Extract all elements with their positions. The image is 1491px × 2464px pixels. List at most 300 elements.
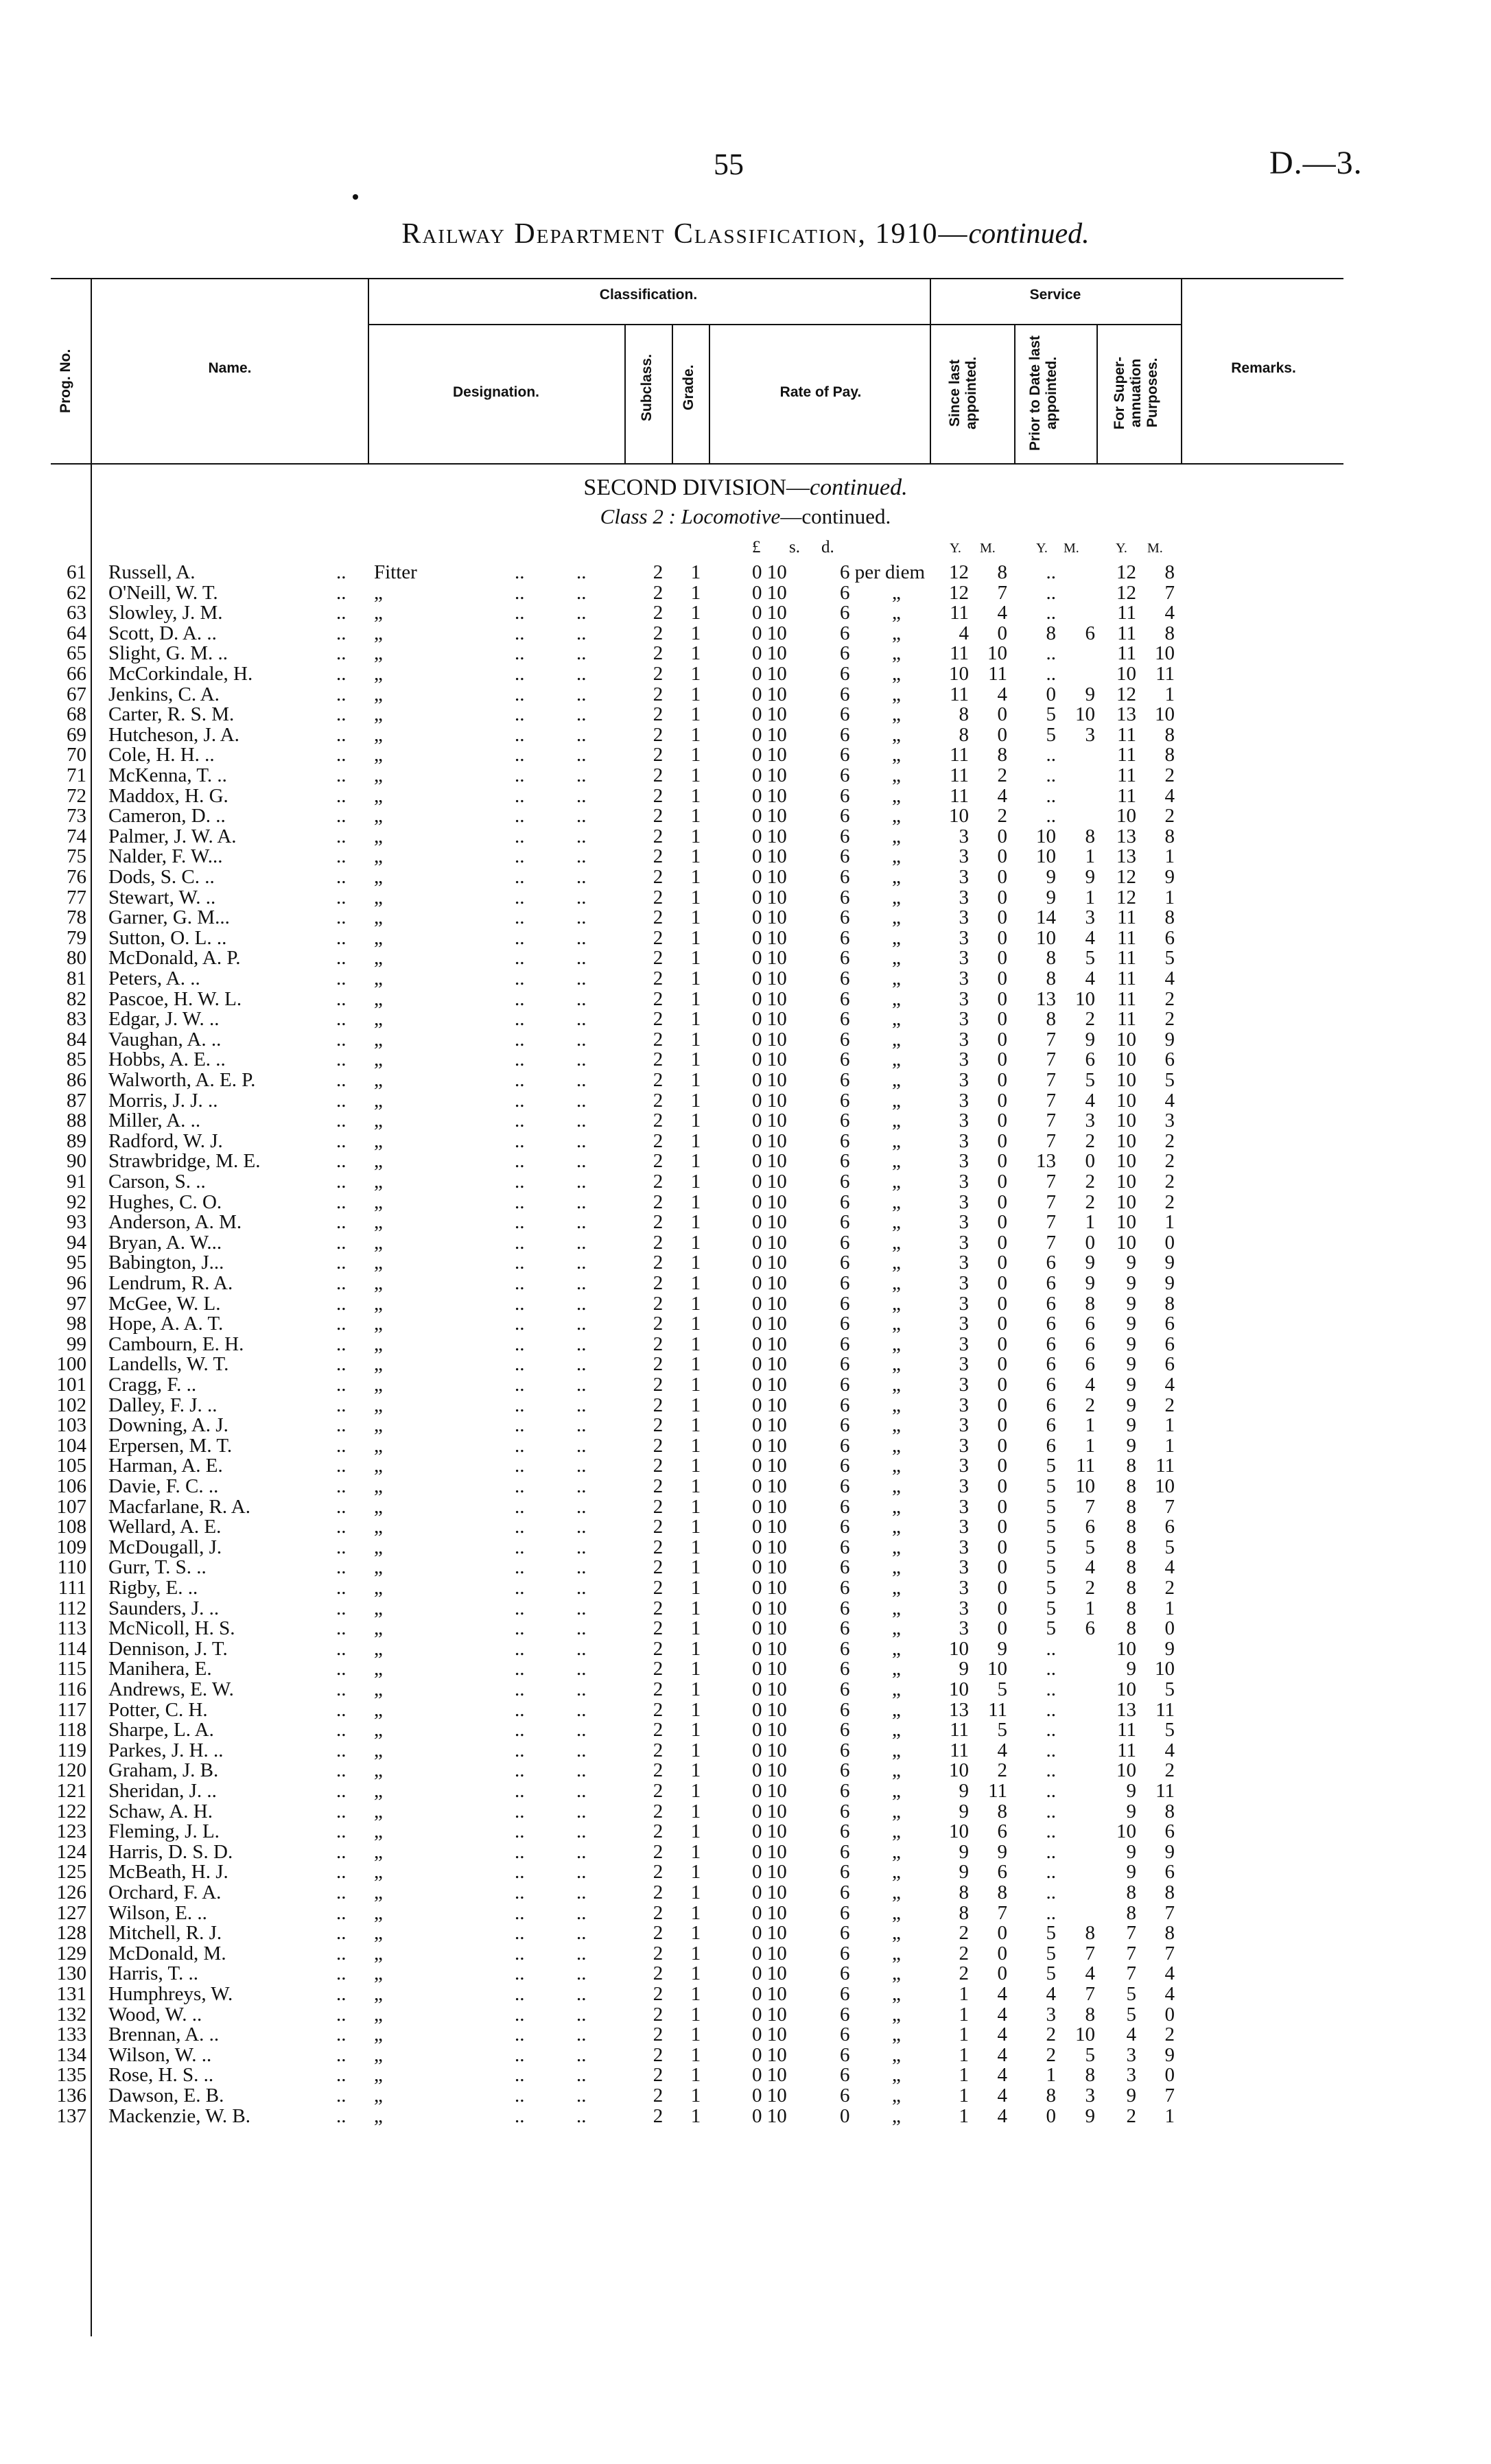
dot-leader: .. — [336, 1333, 347, 1355]
prior-months-cell: 5 — [1085, 947, 1095, 970]
pay-pence-cell: 6 — [840, 1780, 850, 1802]
designation-cell: „ — [374, 1759, 383, 1782]
super-years-cell: 11 — [1117, 967, 1136, 989]
since-months-cell: 4 — [997, 2104, 1007, 2127]
pay-pence-cell: 6 — [840, 1536, 850, 1558]
designation-cell: „ — [374, 1820, 383, 1843]
super-months-cell: 8 — [1164, 906, 1175, 929]
pay-pounds-shillings-cell: 0 10 — [752, 845, 787, 868]
prior-months-cell: 7 — [1085, 1983, 1095, 2005]
designation-cell: „ — [374, 926, 383, 949]
since-months-cell: 0 — [997, 1353, 1007, 1376]
designation-cell: „ — [374, 1475, 383, 1497]
dot-leader: .. — [515, 622, 525, 644]
designation-cell: „ — [374, 1069, 383, 1091]
super-months-cell: 9 — [1164, 2043, 1175, 2066]
subclass-cell: 2 — [653, 2043, 664, 2066]
title-suffix: continued. — [968, 218, 1090, 250]
dot-leader: .. — [576, 1780, 587, 1802]
prior-years-cell: .. — [1046, 1820, 1056, 1843]
subclass-cell: 2 — [653, 1577, 664, 1599]
pay-pounds-shillings-cell: 0 10 — [752, 906, 787, 929]
prior-years-cell: 6 — [1046, 1272, 1056, 1294]
per-diem-ditto: „ — [892, 805, 901, 828]
table-row — [0, 1475, 1491, 1497]
prior-months-cell: 1 — [1085, 1597, 1095, 1619]
table-row — [0, 1983, 1491, 2005]
dot-leader: .. — [576, 2104, 587, 2127]
subclass-cell: 2 — [653, 1840, 664, 1863]
table-row — [0, 1353, 1491, 1375]
since-months-cell: 0 — [997, 1028, 1007, 1051]
since-months-cell: 4 — [997, 1739, 1007, 1761]
prior-months-cell: 4 — [1085, 1556, 1095, 1579]
super-months-cell: 9 — [1164, 1840, 1175, 1863]
pay-pence-cell: 6 — [840, 602, 850, 624]
subclass-cell: 2 — [653, 1495, 664, 1518]
prior-years-cell: 5 — [1046, 1495, 1056, 1518]
division-title-main: SECOND DIVISION— — [583, 475, 810, 500]
since-years-cell: 3 — [959, 1252, 969, 1274]
table-row — [0, 1394, 1491, 1416]
dot-leader: .. — [576, 744, 587, 766]
super-months-cell: 11 — [1155, 1698, 1175, 1721]
prog-no-cell: 111 — [58, 1577, 86, 1599]
prog-no-cell: 75 — [67, 845, 86, 868]
super-months-cell: 4 — [1164, 1374, 1175, 1396]
super-years-cell: 9 — [1126, 1780, 1136, 1802]
designation-cell: „ — [374, 2003, 383, 2026]
dot-leader: .. — [576, 1028, 587, 1051]
subclass-cell: 2 — [653, 1171, 664, 1193]
table-row — [0, 1455, 1491, 1477]
dot-leader: .. — [576, 1617, 587, 1640]
unit-super-months: M. — [1147, 541, 1163, 556]
prog-no-cell: 67 — [67, 683, 86, 705]
super-years-cell: 9 — [1126, 1840, 1136, 1863]
dot-leader: .. — [576, 1008, 587, 1031]
prog-no-cell: 136 — [56, 2085, 86, 2107]
prior-years-cell: .. — [1046, 1637, 1056, 1660]
per-diem-ditto: „ — [892, 1171, 901, 1193]
dot-leader: .. — [336, 2003, 347, 2026]
designation-cell: „ — [374, 1536, 383, 1558]
pay-pence-cell: 6 — [840, 1861, 850, 1884]
since-years-cell: 11 — [950, 602, 969, 624]
table-row — [0, 1374, 1491, 1396]
designation-cell: „ — [374, 784, 383, 807]
super-years-cell: 10 — [1116, 1028, 1136, 1051]
super-years-cell: 9 — [1126, 1414, 1136, 1437]
per-diem-ditto: „ — [892, 1231, 901, 1254]
dot-leader: .. — [576, 723, 587, 746]
prog-no-cell: 92 — [67, 1190, 86, 1213]
per-diem-ditto: „ — [892, 1840, 901, 1863]
super-months-cell: 4 — [1164, 1962, 1175, 1985]
since-months-cell: 0 — [997, 906, 1007, 929]
table-row — [0, 561, 1491, 583]
pay-pounds-shillings-cell: 0 10 — [752, 1231, 787, 1254]
designation-cell: „ — [374, 1089, 383, 1112]
subclass-cell: 2 — [653, 1089, 664, 1112]
name-cell: Gurr, T. S. .. — [108, 1556, 207, 1579]
header-classification: Classification. — [599, 287, 698, 303]
since-months-cell: 0 — [997, 1089, 1007, 1112]
super-years-cell: 3 — [1126, 2043, 1136, 2066]
since-months-cell: 11 — [988, 1698, 1007, 1721]
super-months-cell: 9 — [1164, 1272, 1175, 1294]
name-cell: Bryan, A. W... — [108, 1231, 222, 1254]
dot-leader: .. — [515, 1252, 525, 1274]
super-months-cell: 1 — [1164, 2104, 1175, 2127]
dot-leader: .. — [515, 1536, 525, 1558]
since-months-cell: 8 — [997, 1881, 1007, 1903]
super-years-cell: 10 — [1116, 1678, 1136, 1700]
table-row — [0, 988, 1491, 1010]
super-years-cell: 10 — [1116, 1190, 1136, 1213]
dot-leader: .. — [515, 683, 525, 705]
pay-pence-cell: 6 — [840, 2064, 850, 2087]
pay-pounds-shillings-cell: 0 10 — [752, 1455, 787, 1477]
prog-no-cell: 96 — [67, 1272, 86, 1294]
since-months-cell: 7 — [997, 581, 1007, 604]
grade-cell: 1 — [690, 1171, 701, 1193]
since-years-cell: 1 — [959, 2085, 969, 2107]
dot-leader: .. — [336, 987, 347, 1010]
prog-no-cell: 137 — [56, 2104, 86, 2127]
since-months-cell: 4 — [997, 2003, 1007, 2026]
table-row — [0, 1739, 1491, 1761]
grade-cell: 1 — [690, 581, 701, 604]
super-months-cell: 4 — [1164, 602, 1175, 624]
per-diem-ditto: „ — [892, 1190, 901, 1213]
dot-leader: .. — [336, 1150, 347, 1173]
name-cell: Brennan, A. .. — [108, 2023, 220, 2046]
dot-leader: .. — [336, 2043, 347, 2066]
dot-leader: .. — [336, 1028, 347, 1051]
prior-years-cell: 8 — [1046, 622, 1056, 644]
dot-leader: .. — [336, 1455, 347, 1477]
prog-no-cell: 82 — [67, 987, 86, 1010]
since-months-cell: 0 — [997, 1008, 1007, 1031]
super-years-cell: 13 — [1116, 1698, 1136, 1721]
dot-leader: .. — [576, 1333, 587, 1355]
pay-pounds-shillings-cell: 0 10 — [752, 622, 787, 644]
subclass-cell: 2 — [653, 784, 664, 807]
since-months-cell: 6 — [997, 1820, 1007, 1843]
dot-leader: .. — [576, 683, 587, 705]
super-years-cell: 10 — [1116, 1231, 1136, 1254]
dot-leader: .. — [576, 1577, 587, 1599]
prior-years-cell: .. — [1046, 1861, 1056, 1884]
class-name: Locomotive — [681, 504, 781, 528]
dot-leader: .. — [576, 1658, 587, 1680]
designation-cell: „ — [374, 1231, 383, 1254]
pay-pounds-shillings-cell: 0 10 — [752, 703, 787, 726]
subclass-cell: 2 — [653, 1150, 664, 1173]
prior-years-cell: .. — [1046, 1658, 1056, 1680]
subclass-cell: 2 — [653, 1333, 664, 1355]
prior-years-cell: 7 — [1046, 1129, 1056, 1152]
dot-leader: .. — [515, 805, 525, 828]
dot-leader: .. — [336, 1922, 347, 1945]
super-months-cell: 6 — [1164, 1353, 1175, 1376]
grade-cell: 1 — [690, 1475, 701, 1497]
prog-no-cell: 103 — [56, 1414, 86, 1437]
dot-leader: .. — [515, 1475, 525, 1497]
super-months-cell: 1 — [1164, 845, 1175, 868]
table-row — [0, 805, 1491, 827]
prog-no-cell: 118 — [57, 1719, 86, 1741]
table-row — [0, 1211, 1491, 1233]
dot-leader: .. — [576, 1962, 587, 1985]
per-diem-ditto: „ — [892, 926, 901, 949]
table-row — [0, 1577, 1491, 1599]
pay-pounds-shillings-cell: 0 10 — [752, 683, 787, 705]
name-cell: Wellard, A. E. — [108, 1516, 222, 1538]
prior-months-cell: 8 — [1085, 825, 1095, 847]
dot-leader: .. — [576, 784, 587, 807]
prior-months-cell: 4 — [1085, 926, 1095, 949]
designation-cell: „ — [374, 683, 383, 705]
prior-years-cell: 5 — [1046, 1516, 1056, 1538]
prog-no-cell: 120 — [56, 1759, 86, 1782]
super-years-cell: 11 — [1117, 622, 1136, 644]
since-years-cell: 12 — [949, 561, 969, 583]
prior-months-cell: 2 — [1085, 1129, 1095, 1152]
prior-years-cell: 2 — [1046, 2043, 1056, 2066]
per-diem-ditto: „ — [892, 2043, 901, 2066]
pay-pounds-shillings-cell: 0 10 — [752, 1171, 787, 1193]
designation-cell: „ — [374, 1678, 383, 1700]
prior-years-cell: 0 — [1046, 683, 1056, 705]
name-cell: Humphreys, W. — [108, 1983, 233, 2005]
grade-cell: 1 — [690, 1637, 701, 1660]
grade-cell: 1 — [690, 1820, 701, 1843]
prog-no-cell: 86 — [67, 1069, 86, 1091]
name-cell: Jenkins, C. A. — [108, 683, 220, 705]
grade-cell: 1 — [690, 1698, 701, 1721]
designation-cell: „ — [374, 805, 383, 828]
per-diem-ditto: „ — [892, 1089, 901, 1112]
dot-leader: .. — [336, 1678, 347, 1700]
designation-cell: „ — [374, 1353, 383, 1376]
designation-cell: „ — [374, 1333, 383, 1355]
name-cell: McDougall, J. — [108, 1536, 222, 1558]
pay-pence-cell: 6 — [840, 1962, 850, 1985]
dot-leader: .. — [336, 1374, 347, 1396]
per-diem-ditto: „ — [892, 1211, 901, 1234]
per-diem-ditto: „ — [892, 1455, 901, 1477]
dot-leader: .. — [576, 987, 587, 1010]
table-row — [0, 703, 1491, 725]
since-months-cell: 0 — [997, 1556, 1007, 1579]
subclass-cell: 2 — [653, 1516, 664, 1538]
pay-pounds-shillings-cell: 0 10 — [752, 1190, 787, 1213]
since-years-cell: 1 — [959, 2064, 969, 2087]
since-years-cell: 12 — [949, 581, 969, 604]
super-months-cell: 2 — [1164, 1008, 1175, 1031]
prog-no-cell: 77 — [67, 886, 86, 908]
since-years-cell: 3 — [959, 1190, 969, 1213]
grade-cell: 1 — [690, 1414, 701, 1437]
super-months-cell: 9 — [1164, 866, 1175, 888]
prior-months-cell: 2 — [1085, 1190, 1095, 1213]
grade-cell: 1 — [690, 1840, 701, 1863]
dot-leader: .. — [576, 663, 587, 685]
dot-leader: .. — [576, 1150, 587, 1173]
since-months-cell: 4 — [997, 784, 1007, 807]
dot-leader: .. — [576, 1516, 587, 1538]
name-cell: Harris, T. .. — [108, 1962, 199, 1985]
pay-pounds-shillings-cell: 0 10 — [752, 987, 787, 1010]
subclass-cell: 2 — [653, 1394, 664, 1416]
name-cell: Hobbs, A. E. .. — [108, 1048, 226, 1071]
dot-leader: .. — [336, 1475, 347, 1497]
since-months-cell: 0 — [997, 926, 1007, 949]
prior-years-cell: 7 — [1046, 1110, 1056, 1132]
prog-no-cell: 66 — [67, 663, 86, 685]
designation-cell: „ — [374, 866, 383, 888]
dot-leader: .. — [515, 642, 525, 665]
pay-pence-cell: 6 — [840, 784, 850, 807]
dot-leader: .. — [515, 1089, 525, 1112]
table-row — [0, 1008, 1491, 1030]
super-years-cell: 11 — [1117, 947, 1136, 970]
grade-cell: 1 — [690, 1353, 701, 1376]
since-months-cell: 8 — [997, 561, 1007, 583]
prior-years-cell: 5 — [1046, 1556, 1056, 1579]
since-years-cell: 3 — [959, 1536, 969, 1558]
dot-leader: .. — [576, 2085, 587, 2107]
per-diem-ditto: „ — [892, 1069, 901, 1091]
super-years-cell: 9 — [1126, 1861, 1136, 1884]
header-designation: Designation. — [452, 384, 539, 400]
per-diem-ditto: „ — [892, 1658, 901, 1680]
prog-no-cell: 102 — [56, 1394, 86, 1416]
prior-years-cell: 9 — [1046, 886, 1056, 908]
since-months-cell: 0 — [997, 1231, 1007, 1254]
prior-years-cell: 10 — [1036, 825, 1056, 847]
dot-leader: .. — [515, 1739, 525, 1761]
prior-years-cell: 13 — [1036, 987, 1056, 1010]
super-years-cell: 9 — [1126, 1658, 1136, 1680]
dot-leader: .. — [515, 1129, 525, 1152]
prog-no-cell: 109 — [56, 1536, 86, 1558]
grade-cell: 1 — [690, 825, 701, 847]
table-row — [0, 2085, 1491, 2107]
name-cell: Dalley, F. J. .. — [108, 1394, 218, 1416]
dot-leader: .. — [576, 1861, 587, 1884]
super-months-cell: 5 — [1164, 947, 1175, 970]
since-years-cell: 3 — [959, 1374, 969, 1396]
dot-leader: .. — [336, 2085, 347, 2107]
grade-cell: 1 — [690, 2043, 701, 2066]
grade-cell: 1 — [690, 1881, 701, 1903]
dot-leader: .. — [576, 1434, 587, 1457]
per-diem-ditto: „ — [892, 906, 901, 929]
designation-cell: „ — [374, 1272, 383, 1294]
prog-no-cell: 93 — [67, 1211, 86, 1234]
pay-pounds-shillings-cell: 0 10 — [752, 866, 787, 888]
prior-years-cell: .. — [1046, 602, 1056, 624]
since-months-cell: 8 — [997, 744, 1007, 766]
grade-cell: 1 — [690, 1719, 701, 1741]
prog-no-cell: 69 — [67, 723, 86, 746]
super-years-cell: 8 — [1126, 1901, 1136, 1924]
pay-pounds-shillings-cell: 0 10 — [752, 1719, 787, 1741]
super-years-cell: 8 — [1126, 1455, 1136, 1477]
designation-cell: „ — [374, 1658, 383, 1680]
super-years-cell: 2 — [1126, 2104, 1136, 2127]
since-years-cell: 1 — [959, 1983, 969, 2005]
subclass-cell: 2 — [653, 1881, 664, 1903]
pay-pounds-shillings-cell: 0 10 — [752, 1597, 787, 1619]
dot-leader: .. — [515, 1901, 525, 1924]
designation-cell: „ — [374, 1942, 383, 1964]
pay-pence-cell: 6 — [840, 1190, 850, 1213]
prior-months-cell: 2 — [1085, 1171, 1095, 1193]
pay-pence-cell: 6 — [840, 663, 850, 685]
dot-leader: .. — [336, 1617, 347, 1640]
subclass-cell: 2 — [653, 1536, 664, 1558]
prog-no-cell: 123 — [56, 1820, 86, 1843]
pay-pence-cell: 6 — [840, 1739, 850, 1761]
super-years-cell: 13 — [1116, 825, 1136, 847]
subclass-cell: 2 — [653, 1820, 664, 1843]
dot-leader: .. — [576, 1637, 587, 1660]
pay-pence-cell: 6 — [840, 866, 850, 888]
table-row — [0, 1719, 1491, 1741]
super-months-cell: 8 — [1164, 1292, 1175, 1315]
designation-cell: „ — [374, 1394, 383, 1416]
pay-pence-cell: 6 — [840, 947, 850, 970]
pay-pounds-shillings-cell: 0 10 — [752, 1048, 787, 1071]
since-years-cell: 3 — [959, 1231, 969, 1254]
dot-leader: .. — [336, 723, 347, 746]
pay-pence-cell: 6 — [840, 1881, 850, 1903]
pay-pence-cell: 6 — [840, 2085, 850, 2107]
dot-leader: .. — [576, 845, 587, 868]
prior-months-cell: 6 — [1085, 1516, 1095, 1538]
since-years-cell: 11 — [950, 683, 969, 705]
name-cell: Morris, J. J. .. — [108, 1089, 218, 1112]
pay-pence-cell: 6 — [840, 1901, 850, 1924]
since-months-cell: 2 — [997, 764, 1007, 786]
name-cell: Hughes, C. O. — [108, 1190, 222, 1213]
grade-cell: 1 — [690, 1333, 701, 1355]
dot-leader: .. — [515, 2104, 525, 2127]
prog-no-cell: 124 — [56, 1840, 86, 1863]
prior-years-cell: 6 — [1046, 1333, 1056, 1355]
dot-leader: .. — [336, 866, 347, 888]
prior-years-cell: .. — [1046, 744, 1056, 766]
per-diem-ditto: „ — [892, 683, 901, 705]
name-cell: Macfarlane, R. A. — [108, 1495, 250, 1518]
prog-no-cell: 72 — [67, 784, 86, 807]
dot-leader: .. — [515, 1800, 525, 1822]
subclass-cell: 2 — [653, 2064, 664, 2087]
super-years-cell: 9 — [1126, 1313, 1136, 1335]
name-cell: Edgar, J. W. .. — [108, 1008, 220, 1031]
since-months-cell: 0 — [997, 987, 1007, 1010]
prior-months-cell: 9 — [1085, 2104, 1095, 2127]
grade-cell: 1 — [690, 2064, 701, 2087]
name-cell: Wilson, W. .. — [108, 2043, 212, 2066]
since-months-cell: 8 — [997, 1800, 1007, 1822]
super-years-cell: 3 — [1126, 2064, 1136, 2087]
grade-cell: 1 — [690, 561, 701, 583]
